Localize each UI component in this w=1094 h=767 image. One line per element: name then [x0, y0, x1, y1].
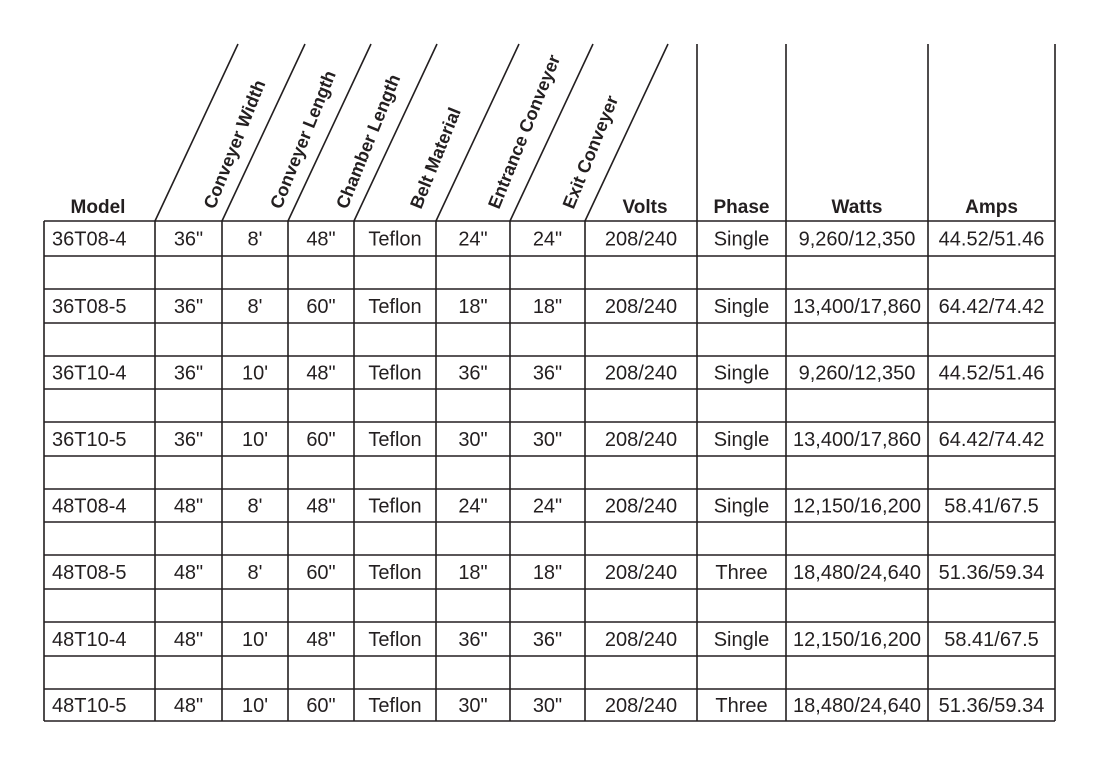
header-volts: Volts — [622, 197, 668, 218]
header-exit-conveyor: Exit Conveyer — [558, 92, 623, 212]
cell-phase: Single — [713, 228, 770, 251]
cell-volts: 208/240 — [604, 695, 678, 717]
cell-model: 48T10-4 — [52, 629, 127, 651]
cell-entrance-conveyor: 24" — [458, 228, 488, 251]
cell-watts: 13,400/17,860 — [793, 296, 921, 318]
cell-amps: 51.36/59.34 — [938, 695, 1045, 717]
cell-amps: 64.42/74.42 — [938, 296, 1045, 318]
cell-conveyor-width: 48" — [173, 495, 204, 518]
cell-volts: 208/240 — [604, 296, 678, 318]
cell-phase: Single — [713, 429, 770, 451]
header-amps: Amps — [965, 197, 1018, 218]
cell-belt-material: Teflon — [368, 495, 422, 518]
header-belt-material: Belt Material — [406, 104, 465, 212]
cell-belt-material: Teflon — [368, 429, 422, 451]
cell-conveyor-length: 10' — [241, 429, 269, 451]
cell-model: 36T08-5 — [52, 296, 127, 318]
cell-watts: 12,150/16,200 — [793, 629, 921, 651]
cell-exit-conveyor: 24" — [532, 495, 563, 518]
header-entrance-conveyor: Entrance Conveyer — [484, 51, 565, 212]
cell-exit-conveyor: 18" — [532, 562, 563, 584]
cell-volts: 208/240 — [604, 629, 678, 651]
cell-chamber-length: 48" — [306, 362, 336, 385]
cell-phase: Three — [715, 695, 768, 717]
cell-exit-conveyor: 30" — [532, 429, 563, 451]
cell-belt-material: Teflon — [368, 695, 422, 717]
cell-conveyor-length: 8' — [247, 228, 263, 251]
cell-watts: 13,400/17,860 — [793, 429, 921, 451]
cell-amps: 44.52/51.46 — [938, 362, 1045, 385]
header-conveyor-width: Conveyer Width — [199, 77, 270, 212]
cell-belt-material: Teflon — [368, 296, 422, 318]
header-diagonal — [155, 44, 238, 221]
header-chamber-length: Chamber Length — [332, 71, 405, 212]
cell-conveyor-length: 8' — [247, 562, 263, 584]
cell-phase: Single — [713, 296, 770, 318]
cell-entrance-conveyor: 18" — [458, 296, 488, 318]
cell-watts: 9,260/12,350 — [798, 228, 916, 251]
cell-conveyor-width: 36" — [173, 296, 204, 318]
cell-entrance-conveyor: 30" — [458, 695, 488, 717]
cell-belt-material: Teflon — [368, 228, 422, 251]
cell-volts: 208/240 — [604, 495, 678, 518]
cell-watts: 12,150/16,200 — [793, 495, 921, 518]
cell-conveyor-width: 36" — [173, 429, 204, 451]
cell-model: 36T10-5 — [52, 429, 127, 451]
cell-conveyor-width: 48" — [173, 629, 204, 651]
cell-belt-material: Teflon — [368, 362, 422, 385]
header-model: Model — [70, 197, 126, 218]
cell-watts: 9,260/12,350 — [798, 362, 916, 385]
cell-conveyor-width: 36" — [173, 228, 204, 251]
cell-conveyor-length: 10' — [241, 362, 269, 385]
cell-chamber-length: 48" — [306, 495, 336, 518]
cell-exit-conveyor: 36" — [532, 629, 563, 651]
cell-amps: 64.42/74.42 — [938, 429, 1045, 451]
cell-amps: 44.52/51.46 — [938, 228, 1045, 251]
cell-exit-conveyor: 30" — [532, 695, 563, 717]
cell-exit-conveyor: 24" — [532, 228, 563, 251]
cell-volts: 208/240 — [604, 362, 678, 385]
cell-entrance-conveyor: 18" — [458, 562, 488, 584]
cell-conveyor-length: 10' — [241, 695, 269, 717]
cell-phase: Single — [713, 362, 770, 385]
cell-chamber-length: 48" — [306, 228, 336, 251]
cell-entrance-conveyor: 36" — [458, 629, 488, 651]
header-conveyor-length: Conveyer Length — [266, 67, 340, 212]
cell-volts: 208/240 — [604, 562, 678, 584]
header-watts: Watts — [831, 197, 883, 218]
cell-entrance-conveyor: 30" — [458, 429, 488, 451]
cell-belt-material: Teflon — [368, 562, 422, 584]
cell-conveyor-width: 48" — [173, 562, 204, 584]
cell-entrance-conveyor: 36" — [458, 362, 488, 385]
cell-model: 48T08-5 — [52, 562, 127, 584]
cell-entrance-conveyor: 24" — [458, 495, 488, 518]
cell-conveyor-length: 10' — [241, 629, 269, 651]
cell-conveyor-width: 36" — [173, 362, 204, 385]
cell-model: 48T08-4 — [52, 495, 127, 518]
cell-watts: 18,480/24,640 — [793, 695, 921, 717]
cell-chamber-length: 60" — [306, 296, 336, 318]
cell-chamber-length: 60" — [306, 562, 336, 584]
cell-phase: Single — [713, 629, 770, 651]
cell-conveyor-width: 48" — [173, 695, 204, 717]
cell-phase: Single — [713, 495, 770, 518]
cell-model: 36T08-4 — [52, 228, 127, 251]
header-phase: Phase — [713, 197, 770, 218]
cell-belt-material: Teflon — [368, 629, 422, 651]
cell-conveyor-length: 8' — [247, 495, 263, 518]
cell-exit-conveyor: 36" — [532, 362, 563, 385]
cell-volts: 208/240 — [604, 429, 678, 451]
cell-watts: 18,480/24,640 — [793, 562, 921, 584]
cell-chamber-length: 48" — [306, 629, 336, 651]
cell-chamber-length: 60" — [306, 695, 336, 717]
cell-volts: 208/240 — [604, 228, 678, 251]
cell-exit-conveyor: 18" — [532, 296, 563, 318]
cell-conveyor-length: 8' — [247, 296, 263, 318]
cell-chamber-length: 60" — [306, 429, 336, 451]
cell-model: 36T10-4 — [52, 362, 127, 385]
cell-model: 48T10-5 — [52, 695, 127, 717]
cell-amps: 51.36/59.34 — [938, 562, 1045, 584]
cell-amps: 58.41/67.5 — [944, 629, 1039, 651]
cell-amps: 58.41/67.5 — [944, 495, 1039, 518]
cell-phase: Three — [715, 562, 768, 584]
